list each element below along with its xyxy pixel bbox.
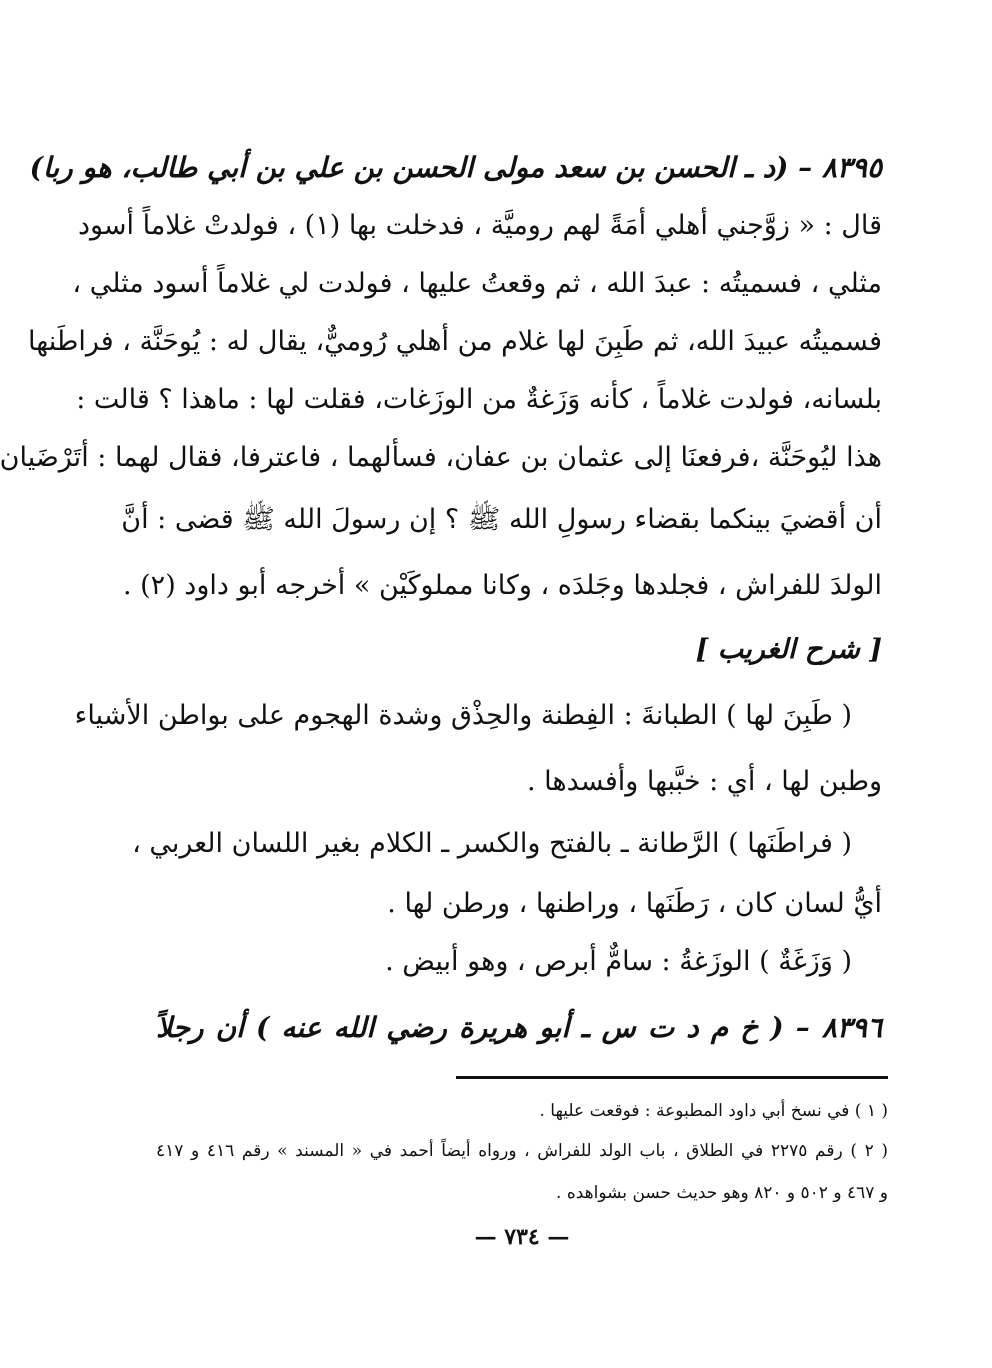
section-heading-gharib: [ شرح الغريب ] <box>695 634 882 665</box>
gloss-line-3: ( فراطَنَها ) الرَّطانة ـ بالفتح والكسر ـ الكلام بغير اللسان العربي ، <box>132 828 852 859</box>
body-line-3: فسميتُه عبيدَ الله، ثم طَبِنَ لها غلام من أهلي رُوميٌّ، يقال له : يُوحَنَّة ، فراطَنها <box>28 326 882 357</box>
body-line-1: قال : « زوَّجني أهلي أمَةً لهم روميَّة ، فدخلت بها (١) ، فولدتْ غلاماً أسود <box>77 210 882 241</box>
gloss-line-5: ( وَزَغَةٌ ) الوزَغةُ : سامٌّ أبرص ، وهو أبيض . <box>385 946 852 977</box>
page-number: — ٧٣٤ — <box>474 1224 570 1250</box>
body-line-5: هذا ليُوحَنَّة ،فرفعنَا إلى عثمان بن عفان، فسألهما ، فاعترفا، فقال لهما : أتَرْضَيان <box>0 442 882 473</box>
hadith-8396-heading: ٨٣٩٦ – ( خ م د ت س ـ أبو هريرة رضي الله عنه ) أن رجلاً <box>156 1011 882 1044</box>
footnote-1: ( ١ ) في نسخ أبي داود المطبوعة : فوقعت عليها . <box>539 1101 888 1121</box>
body-line-4: بلسانه، فولدت غلاماً ، كأنه وَزَغةٌ من الوزَغات، فقلت لها : ماهذا ؟ قالت : <box>76 384 882 415</box>
gloss-line-2: وطبن لها ، أي : خبَّبها وأفسدها . <box>526 766 882 797</box>
hadith-8395-heading: ٨٣٩٥ – (د ـ الحسن بن سعد مولى الحسن بن علي بن أبي طالب، هو ربا) <box>29 151 882 184</box>
body-line-2: مثلي ، فسميتُه : عبدَ الله ، ثم وقعتُ عليها ، فولدت لي غلاماً أسود مثلي ، <box>72 268 882 299</box>
gloss-line-4: أيُّ لسان كان ، رَطَنَها ، وراطنها ، ورطن لها . <box>387 888 882 919</box>
gloss-line-1: ( طَبِنَ لها ) الطبانةَ : الفِطنة والحِذْق وشدة الهجوم على بواطن الأشياء <box>74 700 852 731</box>
body-line-7: الولدَ للفراش ، فجلدها وجَلدَه ، وكانا مملوكَيْن » أخرجه أبو داود (٢) . <box>122 570 882 601</box>
body-line-6: أن أقضيَ بينكما بقضاء رسولِ الله ﷺ ؟ إن رسولَ الله ﷺ قضى : أنَّ <box>121 504 882 535</box>
footnote-2-line-2: و ٤٦٧ و ٥٠٢ و ٨٢٠ وهو حديث حسن بشواهده . <box>556 1183 888 1203</box>
footnote-2-line-1: ( ٢ ) رقم ٢٢٧٥ في الطلاق ، باب الولد للفراش ، ورواه أيضاً أحمد في « المسند » رقم ٤١٦ و ٤١٧ <box>156 1141 888 1161</box>
footnote-separator <box>456 1076 888 1079</box>
